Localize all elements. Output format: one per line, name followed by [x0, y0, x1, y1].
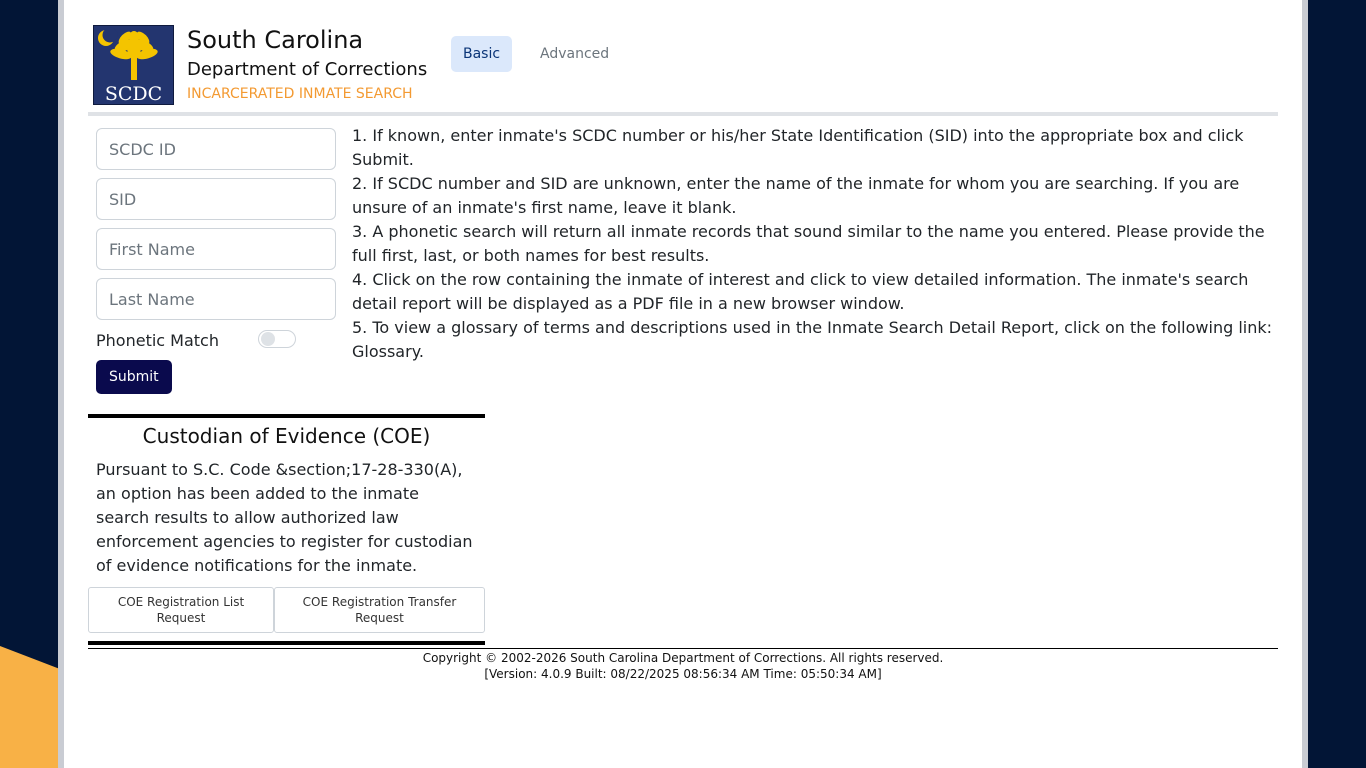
header-divider — [88, 112, 1278, 116]
instruction-step-3: 3. A phonetic search will return all inmate records that sound similar to the name you entered. Please provide the full first, last, or both names for best results. — [352, 222, 1265, 265]
sid-input[interactable] — [96, 178, 336, 220]
submit-button[interactable]: Submit — [96, 360, 172, 394]
coe-description: Pursuant to S.C. Code &section;17-28-330(A), an option has been added to the inmate search results to allow authorized law enforcement agencies to register for custodian of evidence notifications for the inmate. — [96, 460, 473, 575]
footer-version: [Version: 4.0.9 Built: 08/22/2025 08:56:34 AM Time: 05:50:34 AM] — [484, 667, 882, 681]
phonetic-match-label: Phonetic Match — [96, 331, 219, 350]
coe-title: Custodian of Evidence (COE) — [142, 424, 431, 448]
coe-registration-transfer-button[interactable]: COE Registration Transfer Request — [274, 587, 485, 633]
search-form — [96, 128, 336, 385]
instruction-step-4: 4. Click on the row containing the inmate of interest and click to view detailed information. The inmate's search detail report will be displayed as a PDF file in a new browser window. — [352, 270, 1249, 313]
scdc-id-input[interactable] — [96, 128, 336, 170]
coe-panel — [88, 414, 485, 645]
instruction-step-2: 2. If SCDC number and SID are unknown, enter the name of the inmate for whom you are searching. If you are unsure of an inmate's first name, leave it blank. — [352, 174, 1240, 217]
coe-button-group — [88, 587, 485, 633]
logo-text: SCDC — [104, 83, 163, 104]
palmetto-logo-graphic — [94, 26, 173, 104]
coe-bottom-divider — [88, 641, 485, 645]
search-instructions — [352, 124, 1272, 364]
brand-title: South Carolina — [187, 26, 364, 54]
instruction-step-1: 1. If known, enter inmate's SCDC number or his/her State Identification (SID) into the appropriate box and click Submit. — [352, 126, 1244, 169]
tab-basic[interactable]: Basic — [451, 36, 512, 72]
site-header — [88, 0, 1278, 116]
brand-subtitle: Department of Corrections — [187, 59, 428, 80]
toggle-knob — [261, 332, 275, 346]
last-name-input[interactable] — [96, 278, 336, 320]
site-footer — [88, 650, 1278, 682]
page-frame-right — [1302, 0, 1308, 768]
instruction-step-5: 5. To view a glossary of terms and descriptions used in the Inmate Search Detail Report, click on the following link: Glossary. — [352, 318, 1273, 361]
brand-tagline: INCARCERATED INMATE SEARCH — [187, 86, 413, 102]
coe-top-divider — [88, 414, 485, 418]
scdc-logo[interactable] — [93, 25, 174, 105]
tab-advanced[interactable]: Advanced — [540, 46, 610, 62]
phonetic-match-row — [96, 328, 336, 360]
footer-divider — [88, 648, 1278, 649]
page-container — [64, 0, 1302, 768]
first-name-input[interactable] — [96, 228, 336, 270]
coe-registration-list-button[interactable]: COE Registration List Request — [88, 587, 274, 633]
phonetic-match-toggle[interactable] — [258, 330, 296, 348]
footer-copyright: Copyright © 2002-2026 South Carolina Department of Corrections. All rights reserved. — [422, 651, 944, 665]
